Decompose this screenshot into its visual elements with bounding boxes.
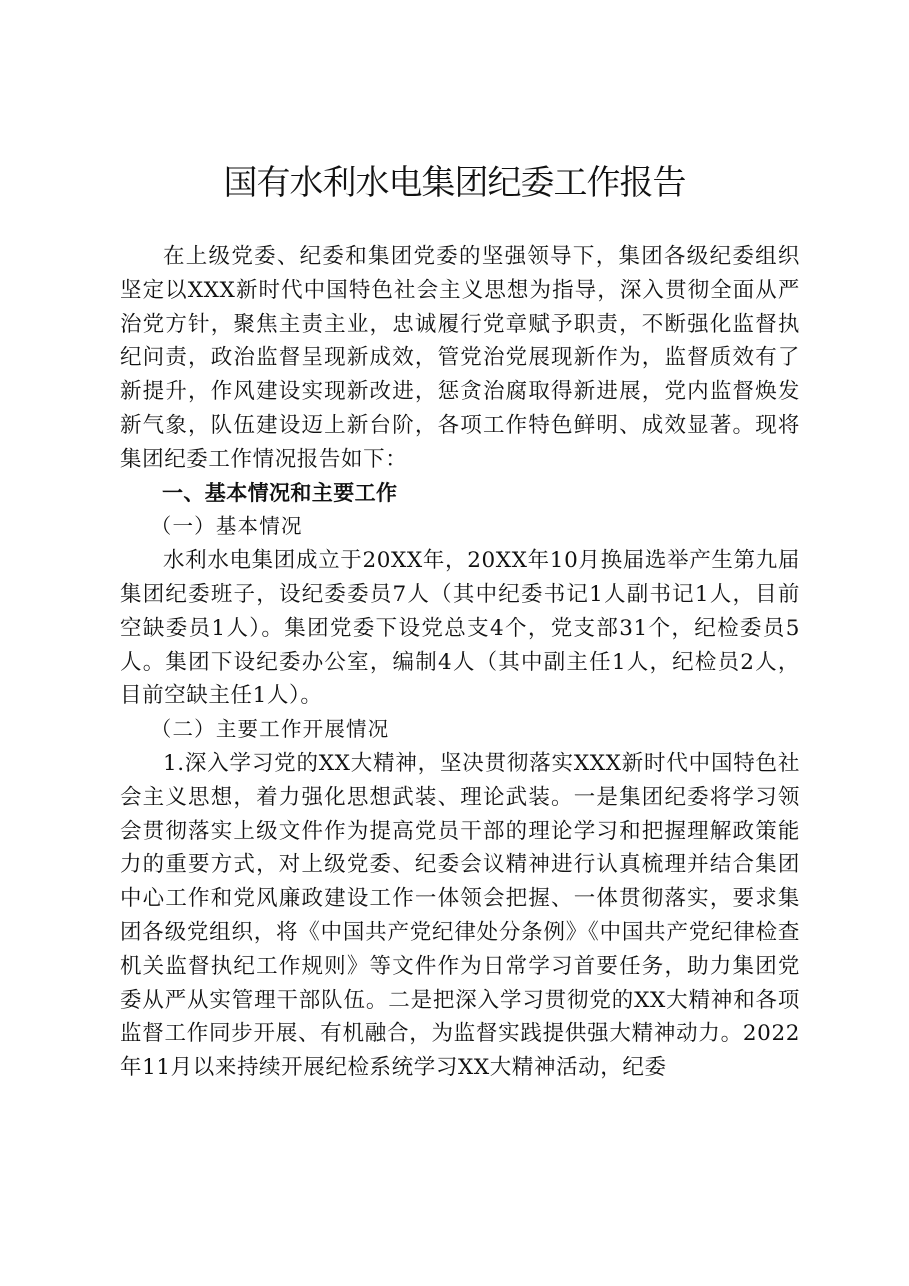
intro-paragraph: 在上级党委、纪委和集团党委的坚强领导下，集团各级纪委组织坚定以XXX新时代中国特色社会主义思想为指导，深入贯彻全面从严治党方针，聚焦主责主业，忠诚履行党章赋予职责，不断强化监督执纪问责，政治监督呈现新成效，管党治党展现新作为，监督质效有了新提升，作风建设实现新改进，惩贪治腐取得新进展，党内监督焕发新气象，队伍建设迈上新台阶，各项工作特色鲜明、成效显著。现将集团纪委工作情况报告如下：: [120, 244, 800, 472]
subsection-heading-basic-situation: （一）基本情况: [150, 514, 303, 539]
document-body: [120, 240, 800, 1085]
section-heading-basic-and-main-work: 一、基本情况和主要工作: [162, 480, 398, 505]
subsection-heading-main-work: （二）主要工作开展情况: [150, 717, 390, 742]
main-work-paragraph: 1.深入学习党的XX大精神，坚决贯彻落实XXX新时代中国特色社会主义思想，着力强化思想武装、理论武装。一是集团纪委将学习领会贯彻落实上级文件作为提高党员干部的理论学习和把握理解政策能力的重要方式，对上级党委、纪委会议精神进行认真梳理并结合集团中心工作和党风廉政建设工作一体领会把握、一体贯彻落实，要求集团各级党组织，将《中国共产党纪律处分条例》《中国共产党纪律检查机关监督执纪工作规则》等文件作为日常学习首要任务，助力集团党委从严从实管理干部队伍。二是把深入学习贯彻党的XX大精神和各项监督工作同步开展、有机融合，为监督实践提供强大精神动力。2022年11月以来持续开展纪检系统学习XX大精神活动，纪委: [120, 750, 800, 1081]
document-title: 国有水利水电集团纪委工作报告: [223, 163, 686, 203]
basic-situation-paragraph: 水利水电集团成立于20XX年，20XX年10月换届选举产生第九届集团纪委班子，设纪委委员7人（其中纪委书记1人副书记1人，目前空缺委员1人）。集团党委下设党总支4个，党支部31个，纪检委员5人。集团下设纪委办公室，编制4人（其中副主任1人，纪检员2人，目前空缺主任1人）。: [120, 548, 800, 709]
